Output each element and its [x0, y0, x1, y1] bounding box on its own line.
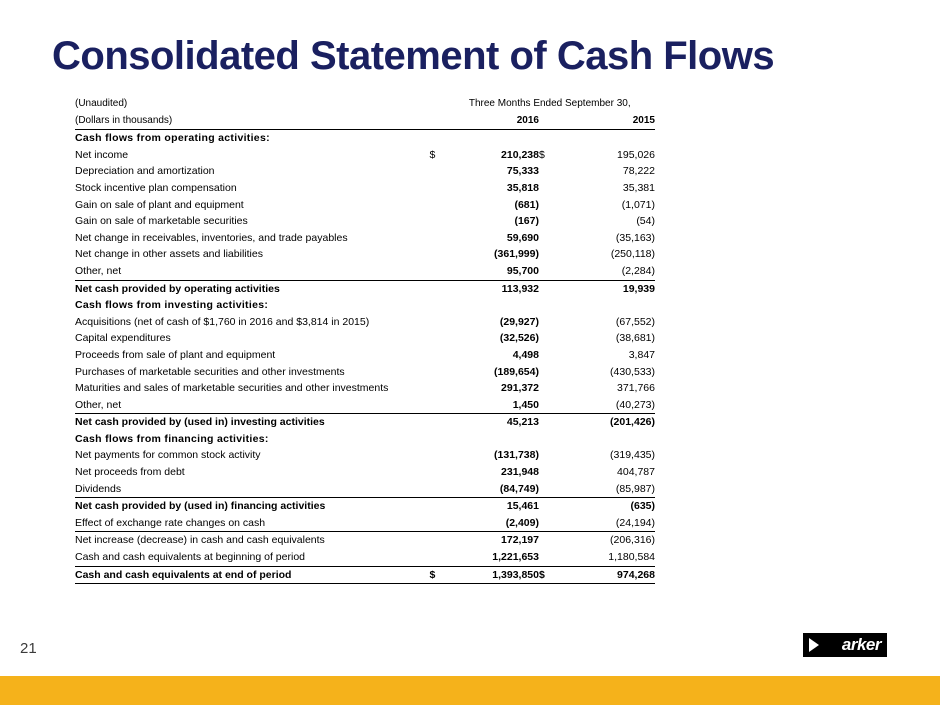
row-currency-symbol-1: [429, 481, 444, 498]
row-currency-symbol-1: [429, 163, 444, 180]
row-currency-symbol-2: [539, 230, 556, 247]
row-value-2015: (38,681): [615, 332, 655, 345]
row-value-2016: (84,749): [444, 481, 539, 498]
table-row: [75, 549, 655, 566]
note-units: (Dollars in thousands): [75, 113, 429, 130]
row-value-2016: (29,927): [499, 315, 539, 328]
row-label: Net cash provided by (used in) financing activities: [75, 498, 429, 515]
table-row: [75, 180, 655, 197]
row-currency-symbol-1: [429, 297, 444, 314]
row-value-2015: (85,987): [556, 481, 655, 498]
row-currency-symbol-1: [429, 263, 444, 280]
row-currency-symbol-2: [539, 431, 556, 448]
row-value-2015: 19,939: [556, 280, 655, 297]
row-value-2016: 4,498: [512, 348, 539, 361]
row-value-2015: (54): [636, 215, 655, 228]
row-currency-symbol-1: [429, 230, 444, 247]
row-value-2015: (430,533): [610, 365, 655, 378]
row-value-2015: 1,180,584: [556, 549, 655, 566]
row-value-2016: 210,238: [501, 148, 539, 161]
row-value-2015: 195,026: [617, 148, 655, 161]
table-row: [75, 515, 655, 532]
row-label: Maturities and sales of marketable securities and other investments: [75, 382, 389, 395]
row-label: Acquisitions (net of cash of $1,760 in 2016 and $3,814 in 2015): [75, 315, 370, 328]
row-value-2015: (2,284): [556, 263, 655, 280]
table-header-row-1: [75, 96, 655, 113]
row-label: Effect of exchange rate changes on cash: [75, 515, 429, 532]
row-value-2016: [444, 431, 539, 448]
period-header: Three Months Ended September 30,: [468, 98, 631, 109]
row-label: Cash flows from operating activities:: [75, 132, 270, 145]
column-header-2015: 2015: [556, 113, 655, 130]
row-value-2016: 172,197: [501, 534, 539, 547]
row-label: Gain on sale of plant and equipment: [75, 198, 244, 211]
row-value-2016: (131,738): [494, 449, 539, 462]
row-currency-symbol-2: [539, 163, 556, 180]
table-row: [75, 431, 655, 448]
row-value-2016: [444, 130, 539, 147]
row-value-2015: (67,552): [615, 315, 655, 328]
row-value-2015: (201,426): [556, 414, 655, 431]
table-row: [75, 213, 655, 230]
row-currency-symbol-2: [539, 549, 556, 566]
row-currency-symbol-1: [429, 464, 444, 481]
row-label: Depreciation and amortization: [75, 165, 215, 178]
table-row: [75, 147, 655, 164]
row-currency-symbol-1: [429, 314, 444, 331]
row-value-2016: (361,999): [494, 248, 539, 261]
row-label: Net income: [75, 148, 129, 161]
row-value-2016: 1,221,653: [444, 549, 539, 566]
row-value-2015: (250,118): [610, 248, 655, 261]
row-currency-symbol-2: [539, 347, 556, 364]
row-currency-symbol-2: [539, 280, 556, 297]
cash-flow-table: [75, 96, 655, 584]
table-row: [75, 380, 655, 397]
header-spacer-2: [429, 113, 444, 130]
row-currency-symbol-1: [429, 447, 444, 464]
row-label: Stock incentive plan compensation: [75, 181, 237, 194]
table-row: [75, 297, 655, 314]
row-currency-symbol-2: [539, 130, 556, 147]
table-row: [75, 566, 655, 584]
row-label: Other, net: [75, 397, 429, 414]
row-value-2016: (2,409): [444, 515, 539, 532]
row-value-2016: (32,526): [499, 332, 539, 345]
row-currency-symbol-2: [539, 532, 556, 549]
table-row: [75, 280, 655, 297]
table-row: [75, 414, 655, 431]
table-row: [75, 130, 655, 147]
row-value-2016: (189,654): [494, 365, 539, 378]
table-row: [75, 532, 655, 549]
row-currency-symbol-2: [539, 314, 556, 331]
row-value-2015: 78,222: [622, 165, 655, 178]
table-row: [75, 464, 655, 481]
row-currency-symbol-2: [539, 464, 556, 481]
chevron-right-icon: [809, 638, 819, 652]
row-currency-symbol-2: [539, 263, 556, 280]
table-row: [75, 447, 655, 464]
row-value-2015: [556, 130, 655, 147]
row-value-2016: 291,372: [501, 382, 539, 395]
row-value-2016: 231,948: [501, 466, 539, 479]
row-value-2016: (681): [514, 198, 539, 211]
row-value-2016: 1,393,850: [444, 566, 539, 584]
row-currency-symbol-1: $: [429, 148, 436, 161]
row-currency-symbol-2: [539, 246, 556, 263]
row-label: Other, net: [75, 263, 429, 280]
table-row: [75, 498, 655, 515]
row-currency-symbol-1: [429, 280, 444, 297]
row-currency-symbol-2: [539, 297, 556, 314]
row-currency-symbol-1: [429, 431, 444, 448]
row-currency-symbol-2: [539, 213, 556, 230]
row-label: Net increase (decrease) in cash and cash equivalents: [75, 534, 325, 547]
row-label: Net change in receivables, inventories, and trade payables: [75, 231, 348, 244]
row-value-2015: [556, 431, 655, 448]
table-row: [75, 246, 655, 263]
row-currency-symbol-1: [429, 246, 444, 263]
row-value-2015: 404,787: [617, 466, 655, 479]
row-value-2015: (35,163): [615, 231, 655, 244]
row-value-2016: 95,700: [444, 263, 539, 280]
table-body: [75, 130, 655, 584]
row-currency-symbol-2: [539, 481, 556, 498]
note-unaudited: (Unaudited): [75, 98, 128, 109]
row-currency-symbol-1: [429, 180, 444, 197]
row-label: Gain on sale of marketable securities: [75, 215, 248, 228]
row-label: Net cash provided by operating activities: [75, 280, 429, 297]
row-value-2016: 113,932: [444, 280, 539, 297]
logo-text: arker: [841, 635, 881, 654]
row-currency-symbol-1: [429, 380, 444, 397]
column-header-2016: 2016: [444, 113, 539, 130]
row-label: Net cash provided by (used in) investing activities: [75, 414, 429, 431]
row-currency-symbol-2: [539, 364, 556, 381]
row-value-2015: [556, 297, 655, 314]
row-value-2016: 59,690: [506, 231, 539, 244]
row-value-2016: [444, 297, 539, 314]
cash-flow-table-container: [75, 96, 655, 584]
row-currency-symbol-2: [539, 414, 556, 431]
row-value-2015: (24,194): [556, 515, 655, 532]
row-currency-symbol-1: [429, 498, 444, 515]
row-currency-symbol-1: [429, 364, 444, 381]
table-row: [75, 197, 655, 214]
row-value-2016: 15,461: [444, 498, 539, 515]
row-value-2016: (167): [514, 215, 539, 228]
row-label: Purchases of marketable securities and other investments: [75, 365, 345, 378]
row-currency-symbol-1: [429, 549, 444, 566]
row-label: Cash flows from financing activities:: [75, 432, 269, 445]
table-row: [75, 397, 655, 414]
row-currency-symbol-1: [429, 330, 444, 347]
table-row: [75, 330, 655, 347]
table-header-row-2: [75, 113, 655, 130]
row-value-2016: 45,213: [444, 414, 539, 431]
row-label: Capital expenditures: [75, 332, 171, 345]
page-title: Consolidated Statement of Cash Flows: [52, 34, 775, 78]
row-currency-symbol-1: [429, 130, 444, 147]
row-value-2015: 3,847: [628, 348, 655, 361]
row-value-2016: 35,818: [506, 181, 539, 194]
row-value-2015: 371,766: [617, 382, 655, 395]
row-currency-symbol-1: [429, 347, 444, 364]
row-label: Cash and cash equivalents at end of period: [75, 566, 429, 584]
row-label: Proceeds from sale of plant and equipment: [75, 348, 276, 361]
table-row: [75, 163, 655, 180]
row-label: Net payments for common stock activity: [75, 449, 261, 462]
table-header-group: [75, 96, 655, 130]
row-value-2016: 75,333: [506, 165, 539, 178]
table-row: [75, 314, 655, 331]
table-row: [75, 364, 655, 381]
page-number: 21: [20, 640, 37, 657]
parker-logo: [803, 633, 887, 657]
table-row: [75, 230, 655, 247]
row-value-2015: (319,435): [610, 449, 655, 462]
row-value-2015: (635): [556, 498, 655, 515]
header-spacer-3: [539, 113, 556, 130]
table-row: [75, 347, 655, 364]
row-value-2015: (206,316): [610, 534, 655, 547]
row-currency-symbol-1: [429, 213, 444, 230]
row-currency-symbol-2: $: [539, 566, 556, 584]
row-currency-symbol-2: [539, 330, 556, 347]
row-label: Cash flows from investing activities:: [75, 299, 269, 312]
row-currency-symbol-2: [539, 515, 556, 532]
row-value-2015: 974,268: [556, 566, 655, 584]
row-currency-symbol-1: [429, 197, 444, 214]
row-currency-symbol-2: [539, 397, 556, 414]
row-currency-symbol-2: [539, 498, 556, 515]
row-label: Net change in other assets and liabilities: [75, 248, 263, 261]
row-value-2015: (40,273): [556, 397, 655, 414]
table-row: [75, 263, 655, 280]
row-currency-symbol-1: [429, 414, 444, 431]
row-value-2016: 1,450: [444, 397, 539, 414]
row-currency-symbol-2: [539, 180, 556, 197]
row-value-2015: (1,071): [621, 198, 655, 211]
row-currency-symbol-1: [429, 515, 444, 532]
row-currency-symbol-1: [429, 397, 444, 414]
row-currency-symbol-1: $: [429, 566, 444, 584]
row-value-2015: 35,381: [622, 181, 655, 194]
row-label: Cash and cash equivalents at beginning of period: [75, 549, 429, 566]
row-currency-symbol-2: $: [538, 148, 545, 161]
row-currency-symbol-2: [539, 447, 556, 464]
row-currency-symbol-2: [539, 197, 556, 214]
footer-bar: [0, 676, 940, 705]
row-currency-symbol-1: [429, 532, 444, 549]
row-label: Dividends: [75, 481, 429, 498]
header-spacer-1: [429, 96, 444, 113]
table-row: [75, 481, 655, 498]
row-currency-symbol-2: [539, 380, 556, 397]
row-label: Net proceeds from debt: [75, 466, 185, 479]
